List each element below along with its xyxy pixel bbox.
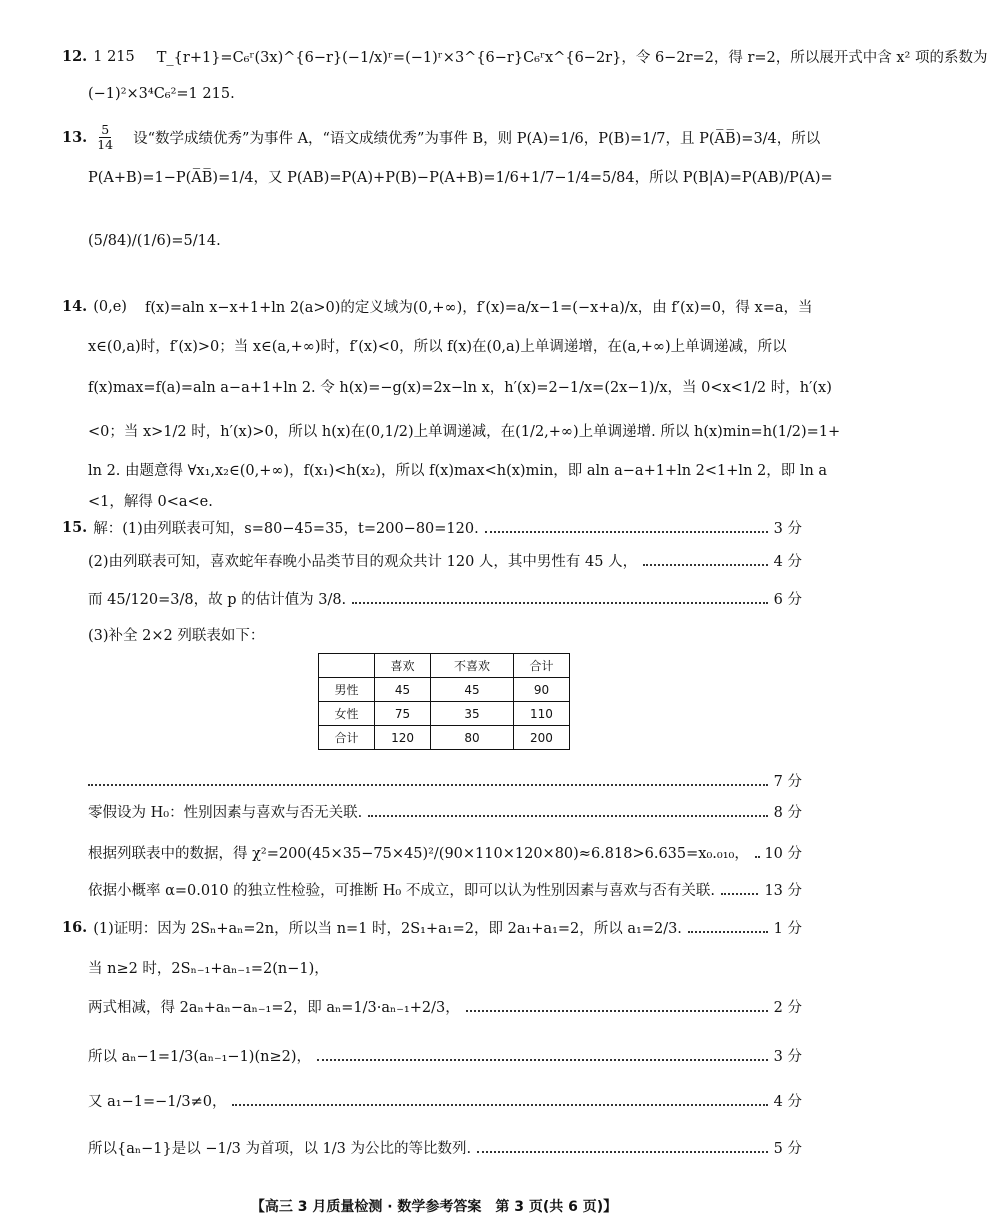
q14-solution-line1: f(x)=aln x−x+1+ln 2(a>0)的定义域为(0,+∞)，f′(x)=a/x−1=(−x+a)/x，由 f′(x)=0，得 x=a，当 [144, 300, 813, 316]
table-row [319, 702, 570, 726]
dotted-leader [643, 564, 768, 566]
q15-text2: (2)由列联表可知，喜欢蛇年春晚小品类节目的观众共计 120 人，其中男性有 45 人， [88, 554, 638, 570]
score-label: 1 分 [773, 921, 802, 937]
q13-solution-line3: (5/84)/(1/6)=5/14. [88, 233, 221, 249]
table-cell: 45 [431, 678, 514, 702]
table-row [319, 678, 570, 702]
dotted-leader [352, 602, 767, 604]
table-cell: 90 [513, 678, 569, 702]
q13-solution-line1: 设“数学成绩优秀”为事件 A，“语文成绩优秀”为事件 B，则 P(A)=1/6，P(B)=1/7，且 P(A̅B̅)=3/4，所以 [133, 131, 821, 147]
q16-line6 [88, 1137, 802, 1158]
q16-text2: 当 n≥2 时，2Sₙ₋₁+aₙ₋₁=2(n−1)， [88, 961, 329, 977]
q13-line1 [62, 122, 821, 152]
q16-text6: 所以{aₙ−1}是以 −1/3 为首项，以 1/3 为公比的等比数列. [88, 1141, 472, 1157]
q14-answer: (0,e) [93, 298, 127, 315]
score-label: 10 分 [764, 846, 802, 862]
score-label: 3 分 [773, 1049, 802, 1065]
q12-solution-line2: (−1)²×3⁴C₆²=1 215. [88, 86, 235, 102]
score-label: 8 分 [773, 805, 802, 821]
q12-answer: 1 215 [93, 48, 135, 65]
q15-line6 [88, 801, 802, 822]
q16-line1 [62, 917, 802, 938]
q16-line3 [88, 996, 802, 1017]
q14-line4 [88, 420, 841, 441]
score-label: 13 分 [764, 883, 802, 899]
score-label: 5 分 [773, 1141, 802, 1157]
table-cell: 合计 [319, 726, 375, 750]
dotted-leader [368, 815, 767, 817]
q14-line5 [88, 459, 828, 480]
table-row [319, 726, 570, 750]
dotted-leader [88, 784, 768, 786]
q16-text1: (1)证明：因为 2Sₙ+aₙ=2n，所以当 n=1 时，2S₁+a₁=2，即 2a₁+a₁=2，所以 a₁=2/3. [93, 921, 682, 937]
q14-line6 [88, 490, 802, 511]
q15-line3 [88, 588, 802, 609]
dotted-leader [755, 856, 759, 858]
q14-line2 [88, 335, 802, 356]
q13-answer [95, 123, 115, 152]
q15-number: 15. [62, 519, 88, 536]
dotted-leader [688, 931, 768, 933]
table-cell: 120 [375, 726, 431, 750]
q14-solution-line3: f(x)max=f(a)=aln a−a+1+ln 2. 令 h(x)=−g(x)=2x−ln x，h′(x)=2−1/x=(2x−1)/x，当 0<x<1/2 时，h′(x) [88, 380, 832, 396]
dotted-leader [477, 1151, 768, 1153]
q14-solution-line2: x∈(0,a)时，f′(x)>0；当 x∈(a,+∞)时，f′(x)<0，所以 f(x)在(0,a)上单调递增，在(a,+∞)上单调递减，所以 [88, 339, 787, 355]
q16-line2 [88, 957, 802, 978]
q15-text1: 解：(1)由列联表可知，s=80−45=35，t=200−80=120. [93, 521, 479, 537]
q15-text5: 零假设为 H₀：性别因素与喜欢与否无关联. [88, 805, 363, 821]
q16-number: 16. [62, 919, 88, 936]
dotted-leader [232, 1104, 767, 1106]
table-cell: 80 [431, 726, 514, 750]
table-cell: 200 [513, 726, 569, 750]
table-cell: 35 [431, 702, 514, 726]
table-header-row [319, 654, 570, 678]
table-cell: 75 [375, 702, 431, 726]
q14-solution-line6: <1，解得 0<a<e. [88, 494, 213, 510]
score-label: 4 分 [773, 1094, 802, 1110]
q14-solution-line4: <0；当 x>1/2 时，h′(x)>0，所以 h(x)在(0,1/2)上单调递减，在(1/2,+∞)上单调递增. 所以 h(x)min=h(1/2)=1+ [88, 424, 841, 440]
score-label: 3 分 [773, 521, 802, 537]
q13-solution-line2: P(A+B)=1−P(A̅B̅)=1/4，又 P(AB)=P(A)+P(B)−P(A+B)=1/6+1/7−1/4=5/84，所以 P(B|A)=P(AB)/P(A)= [88, 170, 833, 186]
q15-line8 [88, 879, 802, 900]
q13-answer-numerator: 5 [101, 122, 110, 137]
q12-solution-line1: T_{r+1}=C₆ʳ(3x)^{6−r}(−1/x)ʳ=(−1)ʳ×3^{6−r}C₆ʳx^{6−2r}，令 6−2r=2，得 r=2，所以展开式中含 x² 项的系数为 [156, 50, 987, 66]
dotted-leader [466, 1010, 768, 1012]
q15-text4: (3)补全 2×2 列联表如下： [88, 628, 265, 644]
q15-text6: 根据列联表中的数据，得 χ²=200(45×35−75×45)²/(90×110×120×80)≈6.818>6.635=x₀.₀₁₀， [88, 846, 749, 862]
q14-solution-line5: ln 2. 由题意得 ∀x₁,x₂∈(0,+∞)，f(x₁)<h(x₂)，所以 f(x)max<h(x)min，即 aln a−a+1+ln 2<1+ln 2，即 ln a [88, 463, 828, 479]
page-footer: 【高三 3 月质量检测 · 数学参考答案 第 3 页(共 6 页)】 [250, 1199, 618, 1215]
q15-line2 [88, 550, 802, 571]
contingency-table [318, 653, 570, 750]
score-label: 6 分 [773, 592, 802, 608]
q12-line2 [88, 86, 802, 102]
score-label: 2 分 [773, 1000, 802, 1016]
q15-line5 [88, 770, 802, 791]
table-cell [319, 654, 375, 678]
q14-number: 14. [62, 298, 88, 315]
q16-text5: 又 a₁−1=−1/3≠0， [88, 1094, 227, 1110]
dotted-leader [317, 1059, 768, 1061]
q13-line2 [88, 166, 833, 187]
q15-text3: 而 45/120=3/8，故 p 的估计值为 3/8. [88, 592, 347, 608]
table-cell: 不喜欢 [431, 654, 514, 678]
q13-answer-denominator: 14 [97, 137, 114, 152]
q15-line7 [88, 842, 802, 863]
dotted-leader [721, 893, 758, 895]
table-cell: 110 [513, 702, 569, 726]
q16-text4: 所以 aₙ−1=1/3(aₙ₋₁−1)(n≥2)， [88, 1049, 311, 1065]
table-cell: 女性 [319, 702, 375, 726]
score-label: 7 分 [773, 774, 802, 790]
table-cell: 45 [375, 678, 431, 702]
q16-line4 [88, 1045, 802, 1066]
q15-line1 [62, 517, 802, 538]
q15-text7: 依据小概率 α=0.010 的独立性检验，可推断 H₀ 不成立，即可以认为性别因素与喜欢与否有关联. [88, 883, 715, 899]
table-cell: 喜欢 [375, 654, 431, 678]
q13-line3 [88, 233, 802, 249]
table-cell: 合计 [513, 654, 569, 678]
q14-line3 [88, 376, 832, 397]
q14-line1 [62, 296, 813, 317]
q15-line4 [88, 624, 802, 645]
dotted-leader [485, 531, 768, 533]
q12-line1 [62, 46, 987, 67]
q16-text3: 两式相减，得 2aₙ+aₙ−aₙ₋₁=2，即 aₙ=1/3·aₙ₋₁+2/3， [88, 1000, 460, 1016]
score-label: 4 分 [773, 554, 802, 570]
q13-number: 13. [62, 129, 88, 146]
q12-number: 12. [62, 48, 88, 65]
q16-line5 [88, 1090, 802, 1111]
table-cell: 男性 [319, 678, 375, 702]
